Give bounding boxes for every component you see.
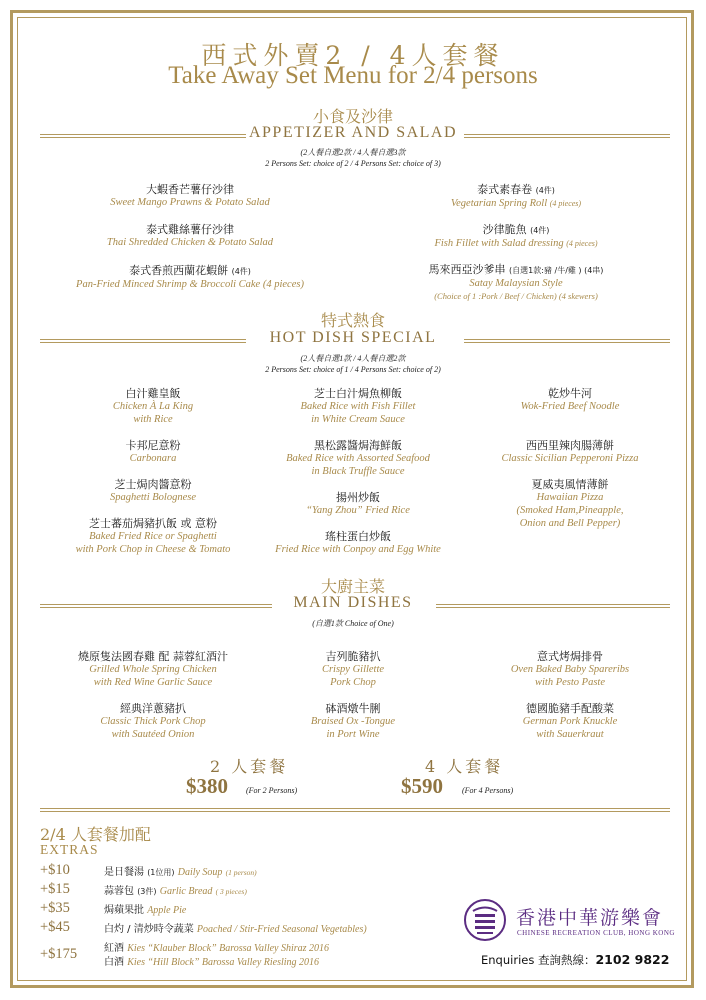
item-name-zh: 泰式素春卷 xyxy=(477,183,533,196)
item-name-en-2: with Pesto Paste xyxy=(535,677,605,688)
item-name-en: Satay Malaysian Style xyxy=(469,278,563,289)
item-name-en-2: in White Cream Sauce xyxy=(311,414,405,425)
item-name-en: Carbonara xyxy=(129,453,177,464)
extra-price: +$10 xyxy=(40,862,70,878)
menu-item xyxy=(258,702,448,741)
appetizer-note-en: 2 Persons Set: choice of 2 / 4 Persons Set: choice of 3) xyxy=(265,159,441,168)
menu-item xyxy=(248,491,468,517)
extra-price: +$15 xyxy=(40,881,70,897)
menu-item xyxy=(38,387,268,426)
hot-note-en: 2 Persons Set: choice of 1 / 4 Persons Set: choice of 2) xyxy=(265,365,441,374)
item-name-zh: 乾炒牛河 xyxy=(548,387,592,400)
main-heading-en: MAIN DISHES xyxy=(293,594,413,611)
item-name-en: Baked Rice with Fish Fillet xyxy=(300,401,416,412)
item-name-en: Baked Fried Rice or Spaghetti xyxy=(89,531,217,542)
menu-item xyxy=(40,223,340,249)
price-2-label: 2 人套餐 xyxy=(210,757,289,776)
extra-name-zh: 是日餐湯 xyxy=(104,867,144,878)
price-2-note: (For 2 Persons) xyxy=(246,786,298,795)
menu-item xyxy=(470,478,670,530)
price-2-value: $380 xyxy=(186,774,228,798)
menu-item xyxy=(40,264,340,291)
extra-qty-en: (1 person) xyxy=(225,868,257,877)
item-name-en: “Yang Zhou” Fried Rice xyxy=(306,505,410,516)
extra-name-en: Apple Pie xyxy=(147,905,187,916)
item-qty-zh: (4件) xyxy=(231,267,251,276)
extra-desc xyxy=(104,923,367,937)
item-name-zh: 夏威夷風情薄餅 xyxy=(531,478,609,491)
item-name-en: Fish Fillet with Salad dressing xyxy=(434,238,564,249)
item-name-en: Oven Baked Baby Spareribs xyxy=(510,664,630,675)
item-name-en-2: with Red Wine Garlic Sauce xyxy=(93,677,213,688)
main-note: (自選1款 Choice of One) xyxy=(312,619,394,628)
menu-item xyxy=(30,517,276,556)
item-qty-zh: (4件) xyxy=(535,186,555,195)
extra-name-en: Garlic Bread xyxy=(159,886,213,897)
enquiries-label: Enquiries 查詢熱線： xyxy=(481,953,596,967)
price-4-value: $590 xyxy=(401,774,443,798)
item-name-zh: 燒原隻法國春雞 配 蒜蓉紅酒汁 xyxy=(78,650,228,663)
menu-item xyxy=(366,183,666,210)
item-name-en: Chicken À La King xyxy=(112,401,194,412)
item-name-en: Sweet Mango Prawns & Potato Salad xyxy=(110,197,270,208)
menu-item xyxy=(30,650,276,689)
enquiries-line xyxy=(481,952,669,968)
item-name-zh: 黑松露醬焗海鮮飯 xyxy=(314,439,402,452)
item-name-en: Baked Rice with Assorted Seafood xyxy=(286,453,430,464)
item-name-en: Hawaiian Pizza xyxy=(536,492,604,503)
item-name-zh: 芝士白汁焗魚柳飯 xyxy=(314,387,402,400)
item-name-en: Spaghetti Bolognese xyxy=(109,492,197,503)
item-name-en: Pan-Fried Minced Shrimp & Broccoli Cake xyxy=(76,279,261,290)
menu-item xyxy=(30,702,276,741)
menu-item xyxy=(366,223,666,250)
menu-item xyxy=(248,439,468,478)
item-name-en-2: (Smoked Ham,Pineapple, xyxy=(516,505,624,516)
wine-red-en: Kies “Klauber Block” Barossa Valley Shiraz 2016 xyxy=(127,943,330,954)
item-name-en: Wok-Fried Beef Noodle xyxy=(520,401,620,412)
appetizer-heading-zh: 小食及沙律 xyxy=(312,107,393,126)
extra-name-zh: 白灼 / 清炒時令蔬菜 xyxy=(104,924,194,935)
menu-title-zh: 西式外賣2 / 4人套餐 xyxy=(201,41,505,70)
item-qty-en: (4 pieces) xyxy=(262,279,304,290)
menu-item xyxy=(248,530,468,556)
club-crest-icon xyxy=(463,898,507,942)
item-name-zh: 泰式香煎西蘭花蝦餅 xyxy=(129,264,229,277)
item-choice-note: (Choice of 1 :Pork / Beef / Chicken) (4 skewers) xyxy=(434,291,598,301)
item-name-zh: 泰式雞絲薯仔沙律 xyxy=(146,223,234,236)
item-name-en: Fried Rice with Conpoy and Egg White xyxy=(275,544,441,555)
extra-qty-zh: (3件) xyxy=(137,887,157,896)
item-name-zh: 卡邦尼意粉 xyxy=(125,439,181,452)
item-name-en: Grilled Whole Spring Chicken xyxy=(89,664,217,675)
club-name-zh: 香港中華游樂會 xyxy=(516,907,664,929)
price-4-note: (For 4 Persons) xyxy=(462,786,514,795)
extra-name-en: Daily Soup xyxy=(177,867,223,878)
menu-item xyxy=(38,478,268,504)
price-4-label: 4 人套餐 xyxy=(425,757,504,776)
item-name-zh: 揚州炒飯 xyxy=(336,491,380,504)
item-name-zh: 沙律脆魚 xyxy=(482,223,527,236)
item-name-zh: 芝士蕃茄焗豬扒飯 或 意粉 xyxy=(89,517,217,530)
item-name-zh: 經典洋蔥豬扒 xyxy=(120,702,186,715)
item-name-en: Vegetarian Spring Roll xyxy=(450,198,548,209)
item-name-zh: 意式烤焗排骨 xyxy=(537,650,603,663)
menu-item xyxy=(470,387,670,413)
item-name-en-2: Pork Chop xyxy=(330,677,376,688)
hot-heading-en: HOT DISH SPECIAL xyxy=(269,329,437,346)
menu-item xyxy=(248,387,468,426)
item-name-zh: 大蝦香芒薯仔沙律 xyxy=(146,183,234,196)
item-name-en-2: in Black Truffle Sauce xyxy=(311,466,405,477)
item-name-en: Classic Thick Pork Chop xyxy=(100,716,206,727)
item-name-en: Classic Sicilian Pepperoni Pizza xyxy=(501,453,639,464)
menu-title-en: Take Away Set Menu for 2/4 persons xyxy=(168,62,538,89)
menu-item xyxy=(40,183,340,209)
extra-qty-en: ( 3 pieces) xyxy=(215,887,247,896)
enquiries-phone[interactable]: 2102 9822 xyxy=(595,952,670,967)
menu-item xyxy=(38,439,268,465)
item-name-en: German Pork Knuckle xyxy=(522,716,618,727)
menu-item xyxy=(258,650,448,689)
extra-name-zh: 蒜蓉包 xyxy=(104,886,134,897)
item-name-zh: 瑤柱蛋白炒飯 xyxy=(325,530,391,543)
extra-qty-zh: (1位用) xyxy=(147,868,175,877)
extra-price: +$175 xyxy=(40,946,78,962)
appetizer-heading-en: APPETIZER AND SALAD xyxy=(248,124,458,141)
extras-title-zh: 2/4 人套餐加配 xyxy=(40,825,151,844)
menu-item xyxy=(470,439,670,465)
item-qty-en: (4 pieces) xyxy=(549,199,582,208)
item-name-en-2: with Sauerkraut xyxy=(536,729,604,740)
item-name-zh: 芝士焗肉醬意粉 xyxy=(114,478,192,491)
item-name-en-3: Onion and Bell Pepper) xyxy=(519,518,621,529)
item-name-zh: 西西里辣肉腸薄餅 xyxy=(526,439,614,452)
item-name-en: Thai Shredded Chicken & Potato Salad xyxy=(106,237,274,248)
wine-white-zh: 白酒 xyxy=(104,957,124,968)
wine-white-en: Kies “Hill Block” Barossa Valley Riesling 2016 xyxy=(127,957,320,968)
menu-item xyxy=(470,702,670,741)
extra-desc xyxy=(104,942,329,970)
item-name-zh: 砵酒燉牛脷 xyxy=(325,702,381,715)
item-name-en-2: in Port Wine xyxy=(326,729,380,740)
extra-desc xyxy=(104,904,186,918)
item-name-en: Braised Ox -Tongue xyxy=(310,716,396,727)
extra-price: +$35 xyxy=(40,900,70,916)
main-heading-zh: 大廚主菜 xyxy=(320,577,385,596)
menu-item xyxy=(366,263,666,303)
menu-item xyxy=(470,650,670,689)
extras-title-en: EXTRAS xyxy=(40,842,99,857)
item-name-zh: 德國脆豬手配酸菜 xyxy=(526,702,614,715)
item-name-en-2: with Sautéed Onion xyxy=(111,729,195,740)
club-name-en: CHINESE RECREATION CLUB, HONG KONG xyxy=(517,929,675,937)
item-name-zh: 吉列脆豬扒 xyxy=(325,650,381,663)
item-name-en-2: with Rice xyxy=(133,414,173,425)
item-name-zh: 白汁雞皇飯 xyxy=(125,387,181,400)
extra-name-en: Poached / Stir-Fried Seasonal Vegetables) xyxy=(196,924,367,935)
item-name-en-2: with Pork Chop in Cheese & Tomato xyxy=(75,544,231,555)
hot-heading-zh: 特式熱食 xyxy=(320,311,385,330)
extras-divider xyxy=(40,808,670,809)
item-qty-zh: (自選1款:豬 /牛/雞 ) (4串) xyxy=(509,266,604,275)
extra-desc xyxy=(104,885,247,899)
hot-note-zh: (2人餐自選1款 / 4人餐自選2款 xyxy=(300,354,406,363)
item-name-en: Crispy Gillette xyxy=(321,664,385,675)
item-qty-en: (4 pieces) xyxy=(566,239,598,248)
item-qty-zh: (4件) xyxy=(530,226,550,235)
appetizer-note-zh: (2人餐自選2款 / 4人餐自選3款 xyxy=(300,148,406,157)
wine-red-zh: 紅酒 xyxy=(104,943,124,954)
extra-price: +$45 xyxy=(40,919,70,935)
extra-desc xyxy=(104,866,257,880)
extra-name-zh: 焗蘋果批 xyxy=(104,905,144,916)
item-name-zh: 馬來西亞沙爹串 xyxy=(428,263,506,276)
